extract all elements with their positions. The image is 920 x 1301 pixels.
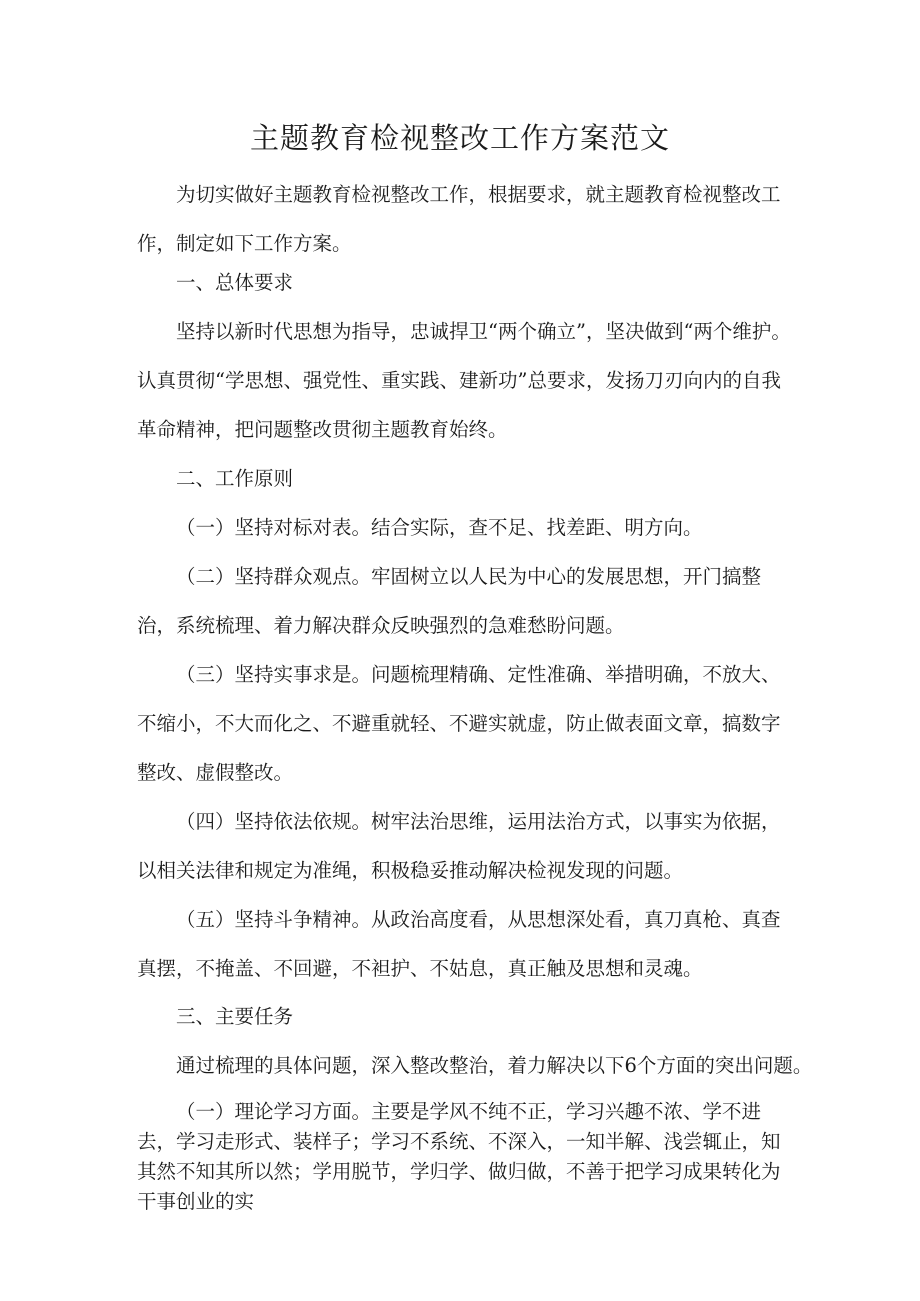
principle-2-block xyxy=(137,552,797,650)
section-3 xyxy=(137,992,797,1041)
principle-5-block xyxy=(137,895,797,993)
principle-4: （四）坚持依法依规。树牢法治思维，运用法治方式，以事实为依据，以相关法律和规定为准绳，积极稳妥推动解决检视发现的问题。 xyxy=(137,810,781,882)
task-1-block xyxy=(137,1097,797,1217)
section-2 xyxy=(137,454,797,503)
document-title: 主题教育检视整改工作方案范文 xyxy=(249,121,670,155)
task-1: （一）理论学习方面。主要是学风不纯不正，学习兴趣不浓、学不进去，学习走形式、装样子；学习不系统、不深入，一知半解、浅尝辄止，知其然不知其所以然；学用脱节，学归学、做归做，不善于把学习成果转化为干事创业的实 xyxy=(137,1100,781,1213)
section-1-body: 坚持以新时代思想为指导，忠诚捍卫“两个确立”，坚决做到“两个维护。认真贯彻“学思想、强党性、重实践、建新功”总要求，发扬刀刃向内的自我革命精神，把问题整改贯彻主题教育始终。 xyxy=(137,320,791,441)
intro-paragraph xyxy=(137,170,797,268)
section-3-intro: 通过梳理的具体问题，深入整改整治，着力解决以下6个方面的突出问题。 xyxy=(176,1054,813,1077)
section-2-heading: 二、工作原则 xyxy=(176,467,294,490)
section-1-heading: 一、总体要求 xyxy=(176,271,294,294)
principle-4-block xyxy=(137,797,797,895)
section-1-body-block xyxy=(137,307,797,454)
principle-3: （三）坚持实事求是。问题梳理精确、定性准确、举措明确，不放大、不缩小，不大而化之、不避重就轻、不避实就虚，防止做表面文章，搞数字整改、虚假整改。 xyxy=(137,663,781,784)
principle-5: （五）坚持斗争精神。从政治高度看，从思想深处看，真刀真枪、真查真摆，不掩盖、不回避，不袒护、不姑息，真正触及思想和灵魂。 xyxy=(137,908,781,980)
principle-3-block xyxy=(137,650,797,797)
section-1 xyxy=(137,258,797,307)
intro-text: 为切实做好主题教育检视整改工作，根据要求，就主题教育检视整改工作，制定如下工作方案。 xyxy=(137,183,781,255)
principle-2: （二）坚持群众观点。牢固树立以人民为中心的发展思想，开门搞整治，系统梳理、着力解决群众反映强烈的急难愁盼问题。 xyxy=(137,565,762,637)
principle-1-block xyxy=(137,503,797,552)
principle-1: （一）坚持对标对表。结合实际，查不足、找差距、明方向。 xyxy=(176,516,703,539)
section-3-intro-block xyxy=(137,1041,813,1090)
section-3-heading: 三、主要任务 xyxy=(176,1005,294,1028)
